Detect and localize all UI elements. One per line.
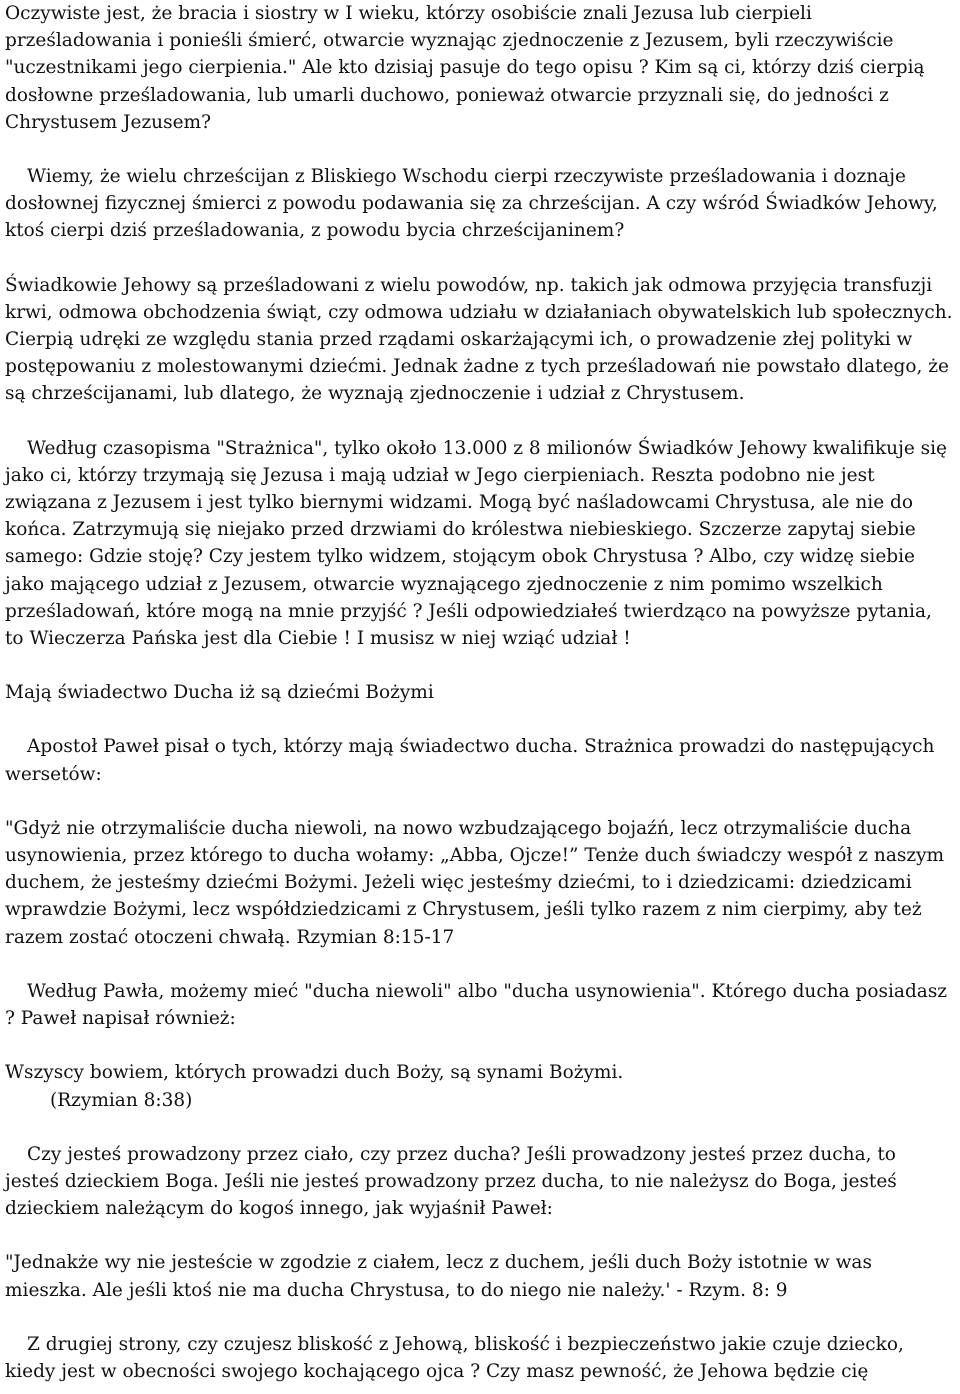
bible-quote-romans-8-15: "Gdyż nie otrzymaliście ducha niewoli, na nowo wzbudzającego bojaźń, lecz otrzymaliście ducha usynowienia, przez którego to ducha wołamy: „Abba, Ojcze!” Tenże duch świadczy wespół z naszym duchem, że jesteśmy dziećmi Bożymi. Jeżeli więc jesteśmy dziećmi, to i dziedzicami: dziedzicami wprawdzie Bożymi, lecz współdziedzicami z Chrystusem, jeśli tylko razem z nim cierpimy, aby też razem zostać otoczeni chwałą. Rzymian 8:15-17 bbox=[5, 817, 945, 948]
bible-quote-romans-8-9: "Jednakże wy nie jesteście w zgodzie z ciałem, lecz z duchem, jeśli duch Boży istotnie w was mieszka. Ale jeśli ktoś nie ma ducha Chrystusa, to do niego nie należy.' - Rzym. 8: 9 bbox=[5, 1252, 872, 1301]
bible-reference: (Rzymian 8:38) bbox=[50, 1089, 193, 1111]
paragraph-8: Z drugiej strony, czy czujesz bliskość z Jehową, bliskość i bezpieczeństwo jakie czuje dziecko, kiedy jest w obecności swojego kochającego ojca ? Czy masz pewność, że Jehowa będzie cię bbox=[5, 1333, 904, 1382]
paragraph-2: Wiemy, że wielu chrześcijan z Bliskiego Wschodu cierpi rzeczywiste prześladowania i doznaje dosłownej fizycznej śmierci z powodu podawania się za chrześcijan. A czy wśród Świadków Jehowy, ktoś cierpi dziś prześladowania, z powodu bycia chrześcijaninem? bbox=[5, 166, 938, 242]
bible-quote-text: Wszyscy bowiem, których prowadzi duch Boży, są synami Bożymi. bbox=[5, 1062, 624, 1084]
bible-quote-romans-8-14 bbox=[5, 1059, 955, 1113]
paragraph-7: Czy jesteś prowadzony przez ciało, czy przez ducha? Jeśli prowadzony jesteś przez ducha, to jesteś dzieckiem Boga. Jeśli nie jesteś prowadzony przez ducha, to nie należysz do Boga, jesteś dzieckiem należącym do kogoś innego, jak wyjaśnił Paweł: bbox=[5, 1143, 897, 1220]
paragraph-3: Świadkowie Jehowy są prześladowani z wielu powodów, np. takich jak odmowa przyjęcia transfuzji krwi, odmowa obchodzenia świąt, czy odmowa udziału w działaniach obywatelskich lub społecznych. Cierpią udręki ze względu stania przed rządami oskarżającymi ich, o prowadzenie złej polityki w postępowaniu z molestowanymi dziećmi. Jednak żadne z tych prześladowań nie powstało dlatego, że są chrześcijanami, lub dlatego, że wyznają zjednoczenie i udział z Chrystusem. bbox=[5, 274, 953, 405]
paragraph-6: Według Pawła, możemy mieć "ducha niewoli" albo "ducha usynowienia". Którego ducha posiadasz ? Paweł napisał również: bbox=[5, 980, 948, 1030]
paragraph-4: Według czasopisma "Strażnica", tylko około 13.000 z 8 milionów Świadków Jehowy kwalifikuje się jako ci, którzy trzymają się Jezusa i mają udział w Jego cierpieniach. Reszta podobno nie jest związana z Jezusem i jest tylko biernymi widzami. Mogą być naśladowcami Chrystusa, ale nie do końca. Zatrzymują się niejako przed drzwiami do królestwa niebieskiego. Szczerze zapytaj siebie samego: Gdzie stoję? Czy jestem tylko widzem, stojącym obok Chrystusa ? Albo, czy widzę siebie jako mającego udział z Jezusem, otwarcie wyznającego zjednoczenie z nim pomimo wszelkich prześladowań, które mogą na mnie przyjść ? Jeśli odpowiedziałeś twierdząco na powyższe pytania, to Wieczerza Pańska jest dla Ciebie ! I musisz w niej wziąć udział ! bbox=[5, 437, 948, 650]
paragraph-5: Apostoł Paweł pisał o tych, którzy mają świadectwo ducha. Strażnica prowadzi do następujących wersetów: bbox=[5, 736, 935, 785]
paragraph-1: Oczywiste jest, że bracia i siostry w I wieku, którzy osobiście znali Jezusa lub cierpieli prześladowania i ponieśli śmierć, otwarcie wyznając zjednoczenie z Jezusem, byli rzeczywiście "uczestnikami jego cierpienia." Ale kto dzisiaj pasuje do tego opisu ? Kim są ci, którzy dziś cierpią dosłowne prześladowania, lub umarli duchowo, ponieważ otwarcie przyznali się, do jedności z Chrystusem Jezusem? bbox=[5, 3, 925, 133]
section-heading: Mają świadectwo Ducha iż są dziećmi Bożymi bbox=[5, 682, 434, 704]
